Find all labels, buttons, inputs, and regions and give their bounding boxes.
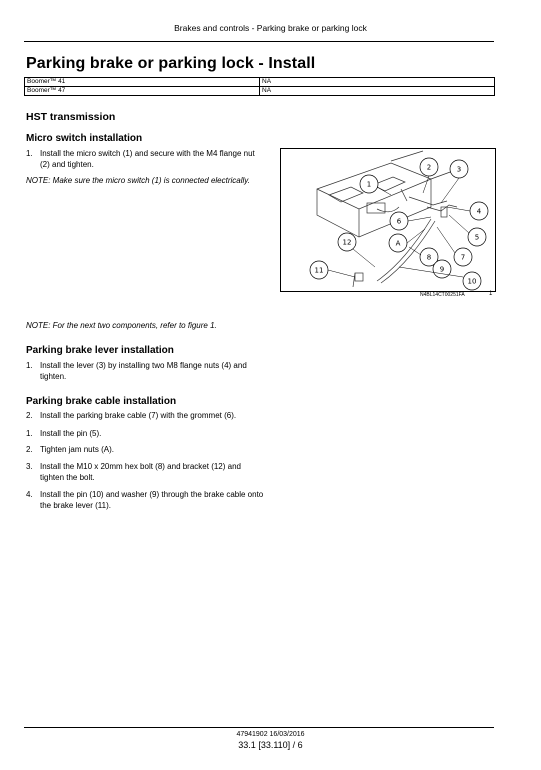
callout-5-label: 5 [474, 233, 480, 242]
section-title: HST transmission [26, 111, 116, 123]
callout-a [389, 234, 407, 252]
step-text: Install the lever (3) by installing two M8 flange nuts (4) and tighten. [40, 361, 247, 381]
callout-5 [468, 228, 486, 246]
step-text: Install the pin (5). [40, 429, 102, 438]
header-divider [24, 41, 494, 42]
step-number: 1. [26, 429, 33, 438]
step-text: Install the pin (10) and washer (9) through the brake cable onto the brake lever (11). [40, 490, 264, 510]
list-item [26, 149, 266, 170]
parking-brake-illustration [281, 149, 495, 291]
step-number: 1. [26, 149, 33, 158]
callout-1-label: 1 [366, 180, 372, 189]
callout-a-label: A [395, 239, 401, 248]
callout-6-label: 6 [396, 217, 402, 226]
step-text: Tighten jam nuts (A). [40, 445, 114, 454]
callout-3 [450, 160, 468, 178]
callout-9-label: 9 [439, 265, 445, 274]
footer-divider [24, 727, 494, 728]
step-number: 1. [26, 361, 33, 370]
table-row [25, 87, 495, 96]
model-value: NA [260, 78, 495, 87]
callout-3-label: 3 [456, 165, 462, 174]
figure-number: 1 [489, 291, 493, 297]
model-value: NA [260, 87, 495, 96]
figure-code: N4BL14CT00251FA [420, 292, 465, 298]
lever-heading: Parking brake lever installation [26, 345, 174, 356]
micro-switch-heading: Micro switch installation [26, 133, 143, 144]
callout-9 [433, 260, 451, 278]
figure-1 [280, 148, 496, 292]
model-name: Boomer™ 47 [25, 87, 260, 96]
callout-11-label: 11 [314, 266, 324, 275]
step-number: 2. [26, 445, 33, 454]
callout-4 [470, 202, 488, 220]
callout-8-label: 8 [426, 253, 432, 262]
table-row [25, 78, 495, 87]
components-note: NOTE: For the next two components, refer to figure 1. [26, 321, 217, 330]
callout-2 [420, 158, 438, 176]
step-number: 2. [26, 411, 33, 420]
list-item [26, 490, 266, 511]
callout-10-label: 10 [467, 277, 477, 286]
list-item [26, 429, 266, 440]
callout-4-label: 4 [476, 207, 482, 216]
footer-page-number: 33.1 [33.110] / 6 [238, 740, 303, 750]
model-applicability-table [24, 77, 495, 96]
step-number: 3. [26, 462, 33, 471]
callout-7 [454, 248, 472, 266]
footer-document-ref: 47941902 16/03/2016 [236, 731, 305, 738]
step-text: Install the parking brake cable (7) with the grommet (6). [40, 411, 237, 420]
cable-heading: Parking brake cable installation [26, 396, 177, 407]
running-header: Brakes and controls - Parking brake or parking lock [174, 23, 367, 33]
step-text: Install the M10 x 20mm hex bolt (8) and bracket (12) and tighten the bolt. [40, 462, 241, 482]
list-item [26, 361, 266, 382]
step-text: Install the micro switch (1) and secure with the M4 flange nut (2) and tighten. [40, 149, 255, 169]
callout-12-label: 12 [342, 238, 352, 247]
page-title: Parking brake or parking lock - Install [26, 55, 316, 72]
list-item [26, 445, 266, 456]
callout-12 [338, 233, 356, 251]
list-item [26, 411, 266, 422]
model-name: Boomer™ 41 [25, 78, 260, 87]
callout-10 [463, 272, 481, 290]
callout-1 [360, 175, 378, 193]
electrical-note: NOTE: Make sure the micro switch (1) is connected electrically. [26, 176, 250, 185]
callout-7-label: 7 [460, 253, 466, 262]
callout-2-label: 2 [426, 163, 432, 172]
list-item [26, 462, 266, 483]
callout-6 [390, 212, 408, 230]
step-number: 4. [26, 490, 33, 499]
callout-11 [310, 261, 328, 279]
